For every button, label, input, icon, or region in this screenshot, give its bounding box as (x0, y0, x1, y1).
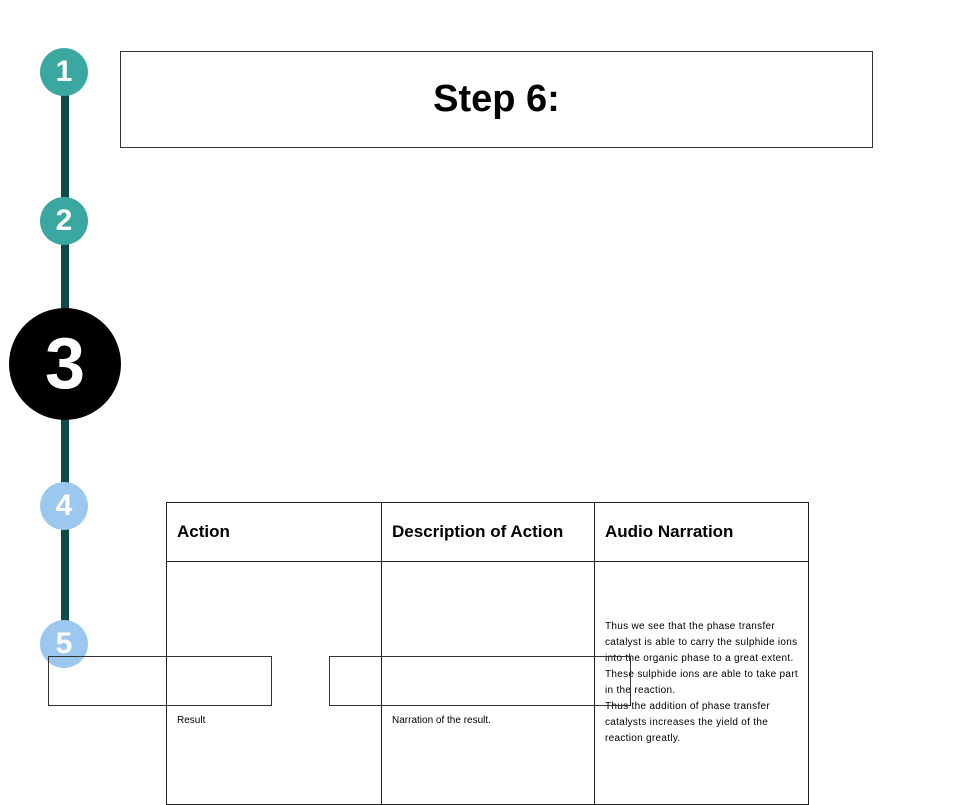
step-3-label: 3 (44, 324, 86, 404)
step-4-label: 4 (55, 489, 73, 522)
narration-paragraph-2: Thus the addition of phase transfer catalysts increases the yield of the reaction greatly. (605, 701, 771, 744)
narration-paragraph-1: Thus we see that the phase transfer catalyst is able to carry the sulphide ions into the organic phase to a great extent. These sulphide ions are able to take part in the reaction. (605, 621, 798, 696)
header-description: Description of Action (382, 503, 595, 562)
step-1[interactable] (40, 48, 88, 96)
step-3-current[interactable] (9, 308, 121, 420)
table-header-row (167, 503, 809, 562)
header-action: Action (167, 503, 382, 562)
nav-box-right[interactable] (329, 656, 631, 706)
step-2[interactable] (40, 197, 88, 245)
header-audio-narration: Audio Narration (595, 503, 809, 562)
slide-title: Step 6: (433, 78, 560, 120)
cell-description: Narration of the result. (382, 562, 595, 805)
nav-box-left[interactable] (48, 656, 272, 706)
step-4[interactable] (40, 482, 88, 530)
storyboard-table (166, 502, 809, 805)
step-2-label: 2 (55, 204, 73, 237)
step-5-label: 5 (55, 627, 73, 660)
step-1-label: 1 (55, 55, 73, 88)
title-box (120, 51, 873, 148)
cell-action: Result (167, 562, 382, 805)
